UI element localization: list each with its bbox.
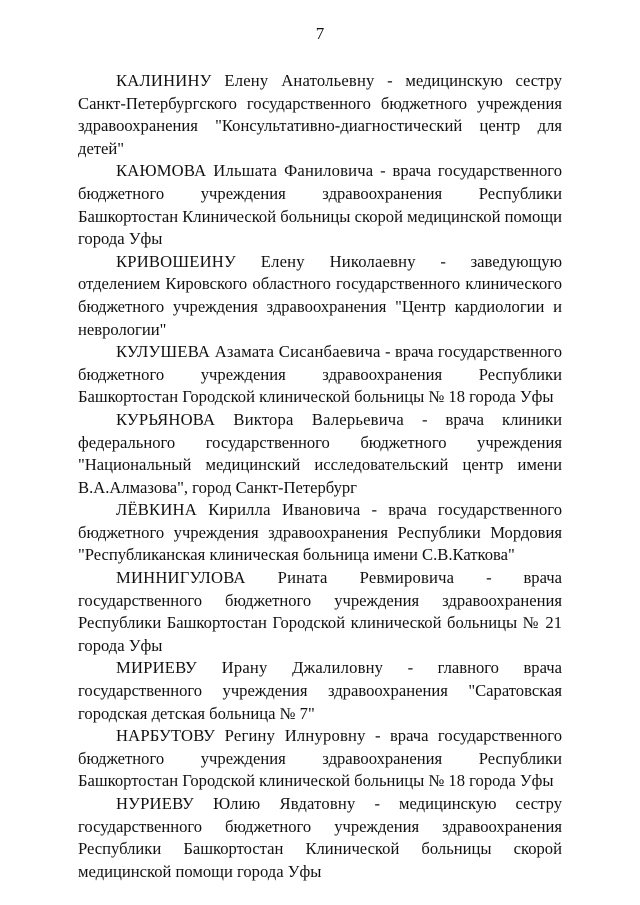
person-name: КУРЬЯНОВА Виктора Валерьевича [116, 409, 404, 429]
person-position: - врача государственного бюджетного учреждения здравоохранения Республики Башкортостан Городской клинической больницы № 21 города Уфы [78, 568, 562, 655]
person-name: КАЮМОВА Ильшата Фаниловича [116, 161, 374, 181]
list-item [78, 793, 562, 883]
person-position: - врача клиники федерального государственного бюджетного учреждения "Национальный медицинский исследовательский центр имени В.А.Алмазова", город Санкт-Петербург [78, 409, 562, 497]
person-name: НУРИЕВУ Юлию Явдатовну [116, 794, 356, 813]
list-item [78, 160, 562, 250]
page-number: 7 [315, 24, 325, 43]
person-name: МИННИГУЛОВА Рината Ревмировича [116, 568, 455, 588]
list-item [78, 725, 562, 793]
person-name: НАРБУТОВУ Регину Илнуровну [116, 726, 366, 746]
list-item [78, 70, 562, 160]
person-position: - медицинскую сестру государственного бюджетного учреждения здравоохранения Республики Башкортостан Клинической больницы скорой медицинской помощи города Уфы [78, 794, 562, 881]
person-position: - врача государственного бюджетного учреждения здравоохранения Республики Башкортостан Городской клинической больницы № 18 города Уфы [78, 342, 562, 407]
person-position: - медицинскую сестру Санкт-Петербургского государственного бюджетного учреждения здравоохранения "Консультативно-диагностический центр для детей" [78, 71, 562, 158]
list-item [78, 499, 562, 567]
person-name: КРИВОШЕИНУ Елену Николаевну [116, 251, 416, 271]
person-name: ЛЁВКИНА Кирилла Ивановича [116, 500, 361, 520]
list-item [78, 341, 562, 409]
person-position: - врача государственного бюджетного учреждения здравоохранения Республики Мордовия "Республиканская клиническая больница имени С.В.Каткова" [78, 500, 562, 565]
person-position: - заведующую отделением Кировского областного государственного клинического бюджетного учреждения здравоохранения "Центр кардиологии и неврологии" [78, 251, 562, 339]
list-item [78, 657, 562, 725]
person-name: КАЛИНИНУ Елену Анатольевну [116, 71, 375, 90]
list-item [78, 409, 562, 499]
person-position: - врача государственного бюджетного учреждения здравоохранения Республики Башкортостан Городской клинической больницы № 18 города Уфы [78, 726, 562, 791]
person-name: МИРИЕВУ Ирану Джалиловну [116, 658, 384, 678]
person-position: - врача государственного бюджетного учреждения здравоохранения Республики Башкортостан Клинической больницы скорой медицинской помощи города Уфы [78, 161, 563, 249]
person-position: - главного врача государственного учреждения здравоохранения "Саратовская городская детская больница № 7" [78, 658, 562, 723]
person-name: КУЛУШЕВА Азамата Сисанбаевича [116, 342, 381, 362]
award-list [78, 70, 562, 883]
list-item [78, 251, 562, 341]
list-item [78, 567, 562, 657]
